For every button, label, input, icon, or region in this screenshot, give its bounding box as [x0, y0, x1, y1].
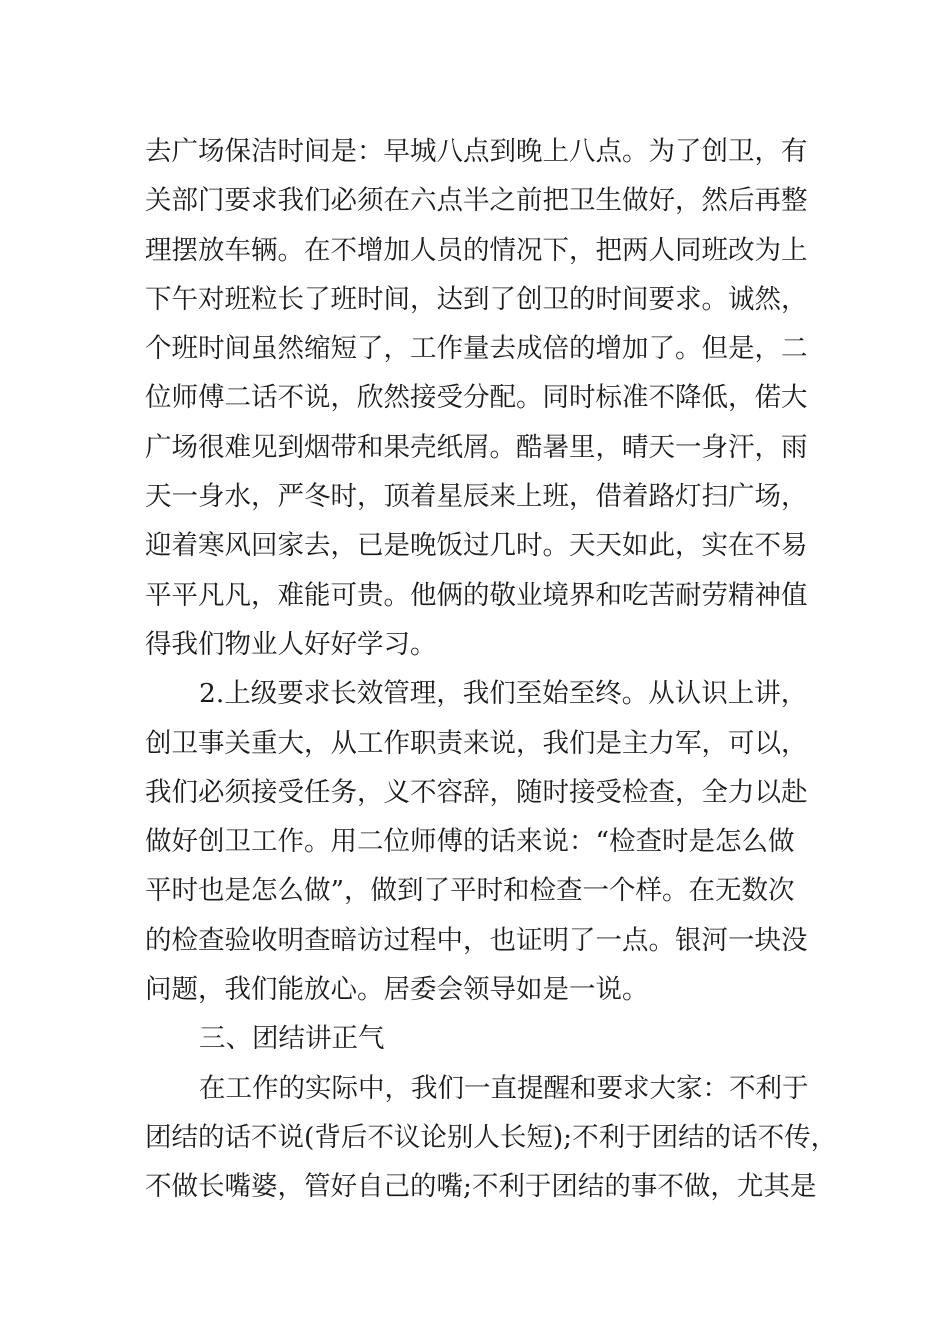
- text-line: 位师傅二话不说，欣然接受分配。同时标准不降低，偌大: [145, 382, 808, 414]
- text-line: 问题，我们能放心。居委会领导如是一说。: [145, 974, 649, 1006]
- text-line: 平时也是怎么做”，做到了平时和检查一个样。在无数次: [145, 875, 795, 907]
- text-line: 做好创卫工作。用二位师傅的话来说：“检查时是怎么做: [145, 826, 795, 858]
- section-heading: 三、团结讲正气: [199, 1023, 385, 1055]
- text-line: 平平凡凡，难能可贵。他俩的敬业境界和吃苦耐劳精神值: [145, 579, 808, 611]
- text-line: 的检查验收明查暗访过程中，也证明了一点。银河一块没: [145, 924, 808, 956]
- text-line: 我们必须接受任务，义不容辞，随时接受检查，全力以赴: [145, 776, 808, 808]
- text-line: 去广场保洁时间是：早城八点到晚上八点。为了创卫，有: [145, 136, 808, 167]
- text-line: 在工作的实际中，我们一直提醒和要求大家：不利于: [199, 1072, 809, 1104]
- text-line: 个班时间虽然缩短了，工作量去成倍的增加了。但是，二: [145, 333, 808, 365]
- document-body: [145, 127, 838, 1212]
- text-line: 2.上级要求长效管理，我们至始至终。从认识上讲，: [199, 678, 808, 710]
- text-line: 团结的话不说(背后不议论别人长短);不利于团结的话不传，: [145, 1121, 838, 1153]
- text-line: 广场很难见到烟带和果壳纸屑。酷暑里，晴天一身汗，雨: [145, 431, 808, 463]
- text-line: 下午对班粒长了班时间，达到了创卫的时间要求。诚然，: [145, 283, 808, 315]
- text-line: 创卫事关重大，从工作职责来说，我们是主力军，可以，: [145, 727, 808, 759]
- text-line: 不做长嘴婆，管好自己的嘴;不利于团结的事不做，尤其是: [145, 1171, 817, 1203]
- text-line: 得我们物业人好好学习。: [145, 628, 437, 660]
- text-line: 迎着寒风回家去，已是晚饭过几时。天天如此，实在不易: [145, 530, 808, 562]
- text-line: 关部门要求我们必须在六点半之前把卫生做好，然后再整: [145, 185, 808, 217]
- text-line: 理摆放车辆。在不增加人员的情况下，把两人同班改为上: [145, 234, 808, 266]
- text-line: 天一身水，严冬时，顶着星辰来上班，借着路灯扫广场，: [145, 481, 808, 513]
